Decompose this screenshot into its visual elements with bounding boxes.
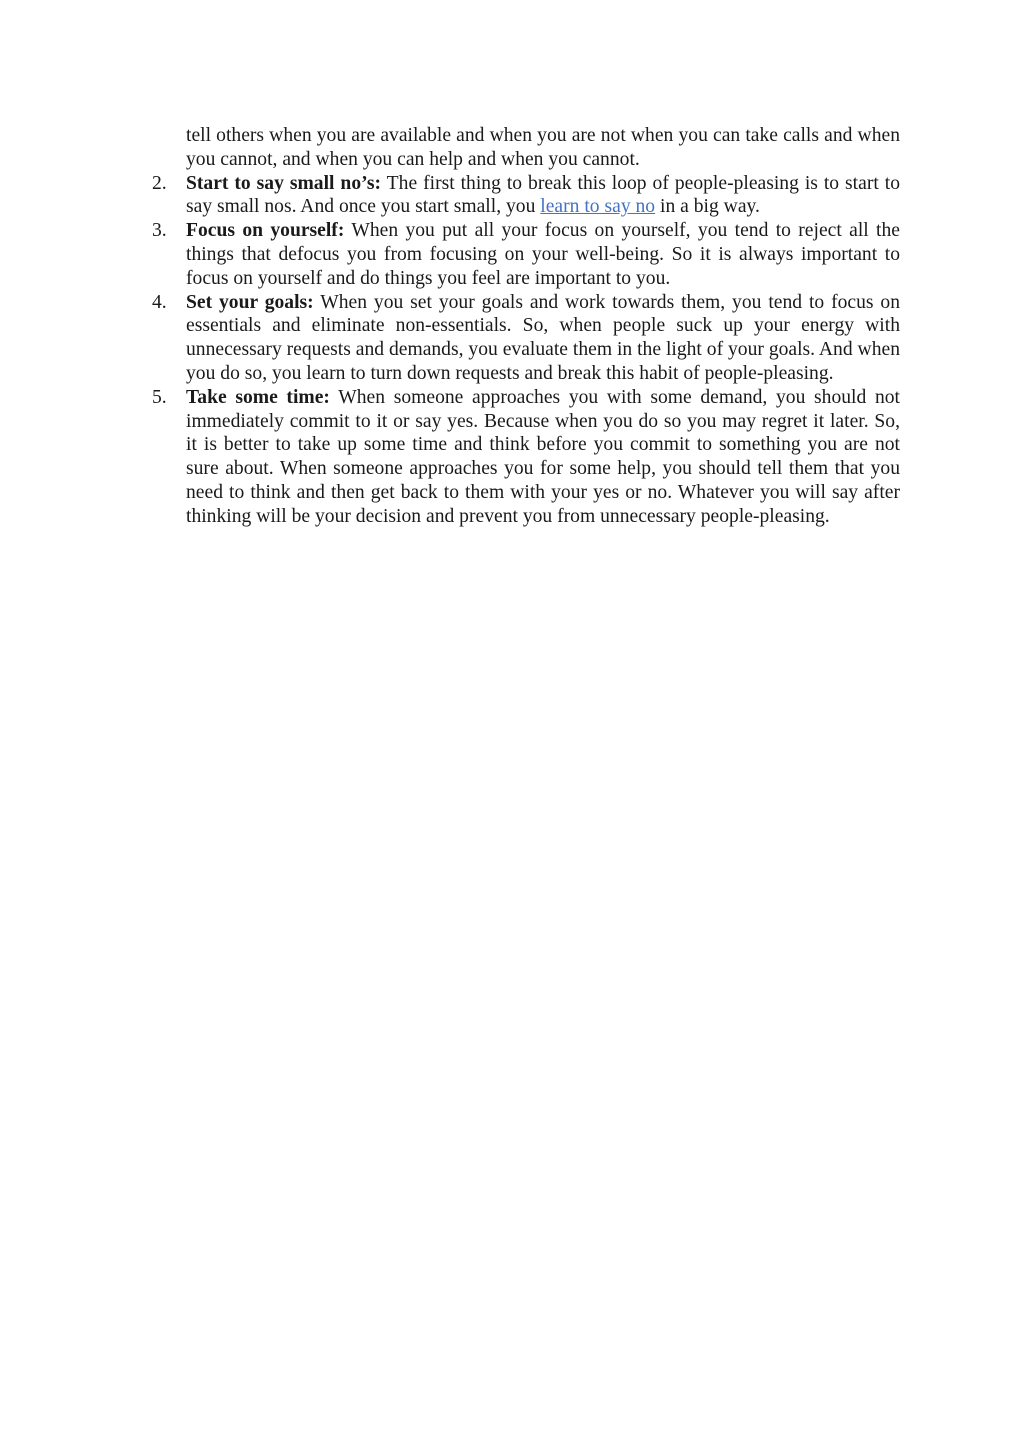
continuation-paragraph: tell others when you are available and when you are not when you can take calls and when you cannot, and when you can help and when you cannot. [186, 125, 900, 170]
list-item [152, 219, 900, 290]
list-item-text: When you set your goals and work towards them, you tend to focus on essentials and eliminate non-essentials. So, when people suck up your energy with unnecessary requests and demands, you evaluate them in the light of your goals. And when you do so, you learn to turn down requests and break this habit of people-pleasing. [186, 291, 900, 384]
document-body [152, 124, 900, 529]
list-item [152, 172, 900, 220]
list-item-heading: Start to say small no’s: [186, 172, 382, 194]
list-item-text: When you put all your focus on yourself, you tend to reject all the things that defocus you from focusing on your well-being. So it is always important to focus on yourself and do things you feel are important to you. [186, 220, 900, 289]
list-item-text: The first thing to break this loop of people-pleasing is to start to say small nos. And once you start small, you [186, 172, 900, 218]
list-number: 3. [152, 220, 167, 242]
list-number: 2. [152, 172, 167, 194]
list-number: 5. [152, 386, 167, 408]
list-item [152, 386, 900, 529]
list-item [152, 291, 900, 386]
list-item-heading: Take some time: [186, 386, 330, 408]
list-item-heading: Focus on yourself: [186, 220, 345, 242]
list-item-text: When someone approaches you with some demand, you should not immediately commit to it or say yes. Because when you do so you may regret it later. So, it is better to take up some time and think before you commit to something you are not sure about. When someone approaches you for some help, you should tell them that you need to think and then get back to them with your yes or no. Whatever you will say after thinking will be your decision and prevent you from unnecessary people-pleasing. [186, 386, 900, 527]
list-item-text: in a big way. [655, 196, 760, 218]
numbered-list [152, 172, 900, 529]
list-number: 4. [152, 291, 167, 313]
list-item-heading: Set your goals: [186, 291, 314, 313]
learn-to-say-no-link[interactable]: learn to say no [540, 196, 656, 218]
